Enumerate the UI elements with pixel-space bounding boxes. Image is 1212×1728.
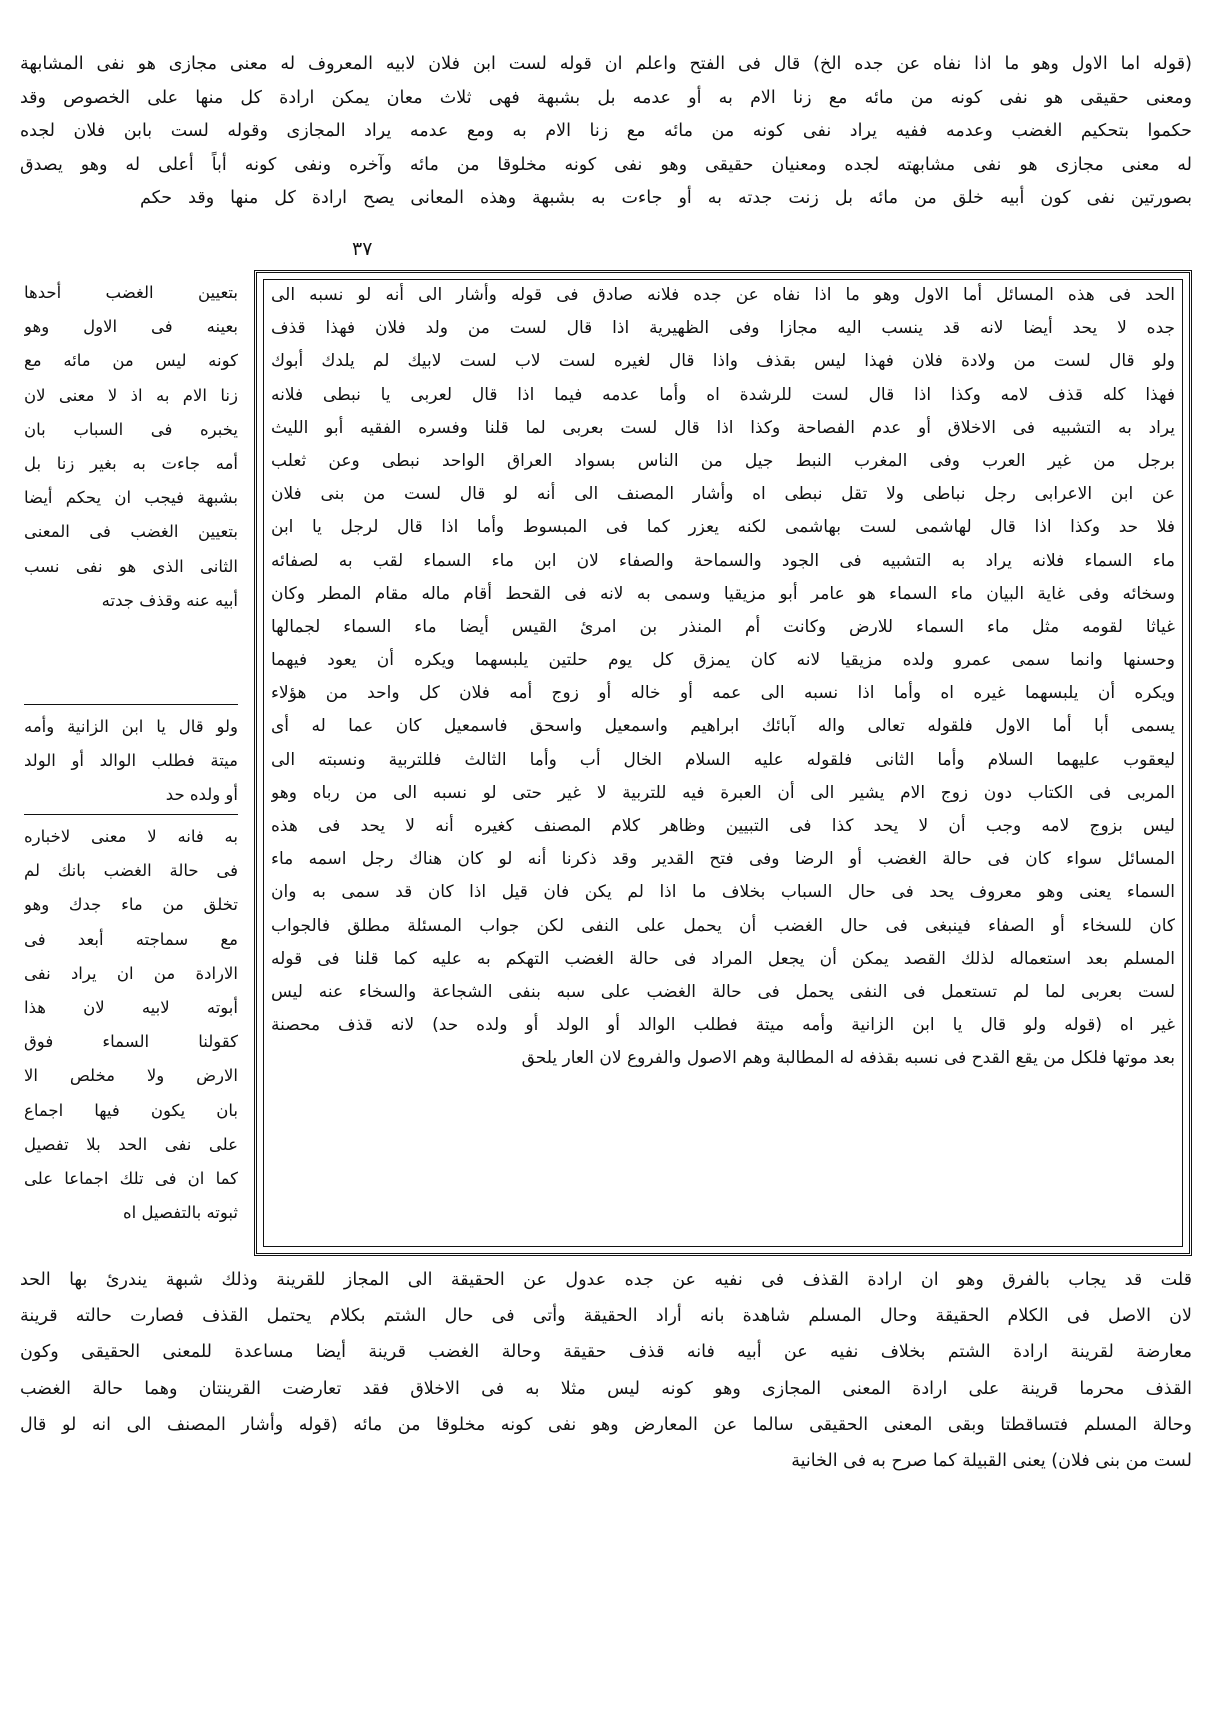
side-line: يخبره فى السباب بان [24, 419, 238, 439]
side-line: مع سماجته أبعد فى [24, 929, 238, 949]
commentary-line: (قوله اما الاول وهو ما اذا نفاه عن جده الخ) قال فى الفتح واعلم ان قوله لست ابن فلان لابيه المعروف له معنى مجازى هو نفى المشابهة [20, 54, 1192, 74]
side-line: كقولنا السماء فوق [24, 1032, 238, 1052]
main-text-line: وسخائه وفى غاية البيان ماء السماء هو عامر أبو مزيقيا وسمى به لانه فى القحط أقام ماله مقام المطر وكان [271, 583, 1175, 604]
side-line: الثانى الذى هو نفى نسب [24, 556, 238, 576]
side-line: الارادة من ان يراد نفى [24, 963, 238, 983]
top-marginal-commentary [20, 48, 1192, 216]
bottom-marginal-commentary [20, 1262, 1192, 1479]
main-text-line: بعد موتها فلكل من يقع القدح فى نسبه بقذفه له المطالبة وهم الاصول والفروع لان العار يلحق [521, 1048, 1175, 1069]
commentary-line: القذف محرما قرينة على ارادة المعنى المجازى وهو كونه ليس مثلا به فى الاخلاق فقد تعارضت القرينتان وهما حالة الغضب [20, 1378, 1192, 1399]
main-text-block [271, 279, 1175, 1076]
commentary-line: له معنى مجازى هو نفى مشابهته لجده ومعنيان حقيقى وهو نفى كونه مخلوقا من مائه وآخره ونفى كونه أباً أعلى له وهو يصدق [20, 154, 1192, 175]
main-text-line: السماء يعنى وهو معروف يحد فى حال السباب بخلاف ما اذا لم يكن فان قيل اذا كان قد سمى به وان [271, 882, 1175, 903]
side-matn-excerpt [24, 710, 238, 813]
side-line: أو ولده حد [165, 785, 238, 805]
side-line: كما ان فى تلك اجماعا على [24, 1168, 238, 1188]
side-line: أمه جاءت به بغير زنا بل [24, 453, 238, 473]
side-divider [24, 814, 238, 815]
main-text-line: ليعقوب عليهما السلام وأما الثانى فلقوله عليه السلام الخال أب وأما الثالث فللتربية ونسبته الى [271, 749, 1175, 770]
main-text-line: يسمى أبا أما الاول فلقوله تعالى واله آبائك ابراهيم واسمعيل واسحق فاسمعيل كان عما له أى [271, 716, 1175, 737]
commentary-line: حكموا بتحكيم الغضب وعدمه ففيه يراد نفى كونه من مائه مع زنا الام به ومع عدمه يراد المجازى وقوله لست بابن فلان لجده [20, 121, 1192, 141]
main-text-line: المسائل سواء كان فى حالة الغضب أو الرضا وفى فتح القدير وقد ذكرنا أنه لو كان هناك رجل اسمه ماء [271, 849, 1175, 870]
commentary-line: لست من بنى فلان) يعنى القبيلة كما صرح به فى الخانية [791, 1450, 1192, 1471]
commentary-line: قلت قد يجاب بالفرق وهو ان ارادة القذف فى نفيه عن جده عدول عن الحقيقة الى المجاز للقرينة وذلك شبهة يندرئ بها الحد [20, 1270, 1192, 1290]
side-line: بشبهة فيجب ان يحكم أيضا [24, 488, 238, 508]
side-divider [24, 704, 238, 705]
commentary-line: معارضة لقرينة ارادة الشتم بخلاف نفيه عن أبيه فانه قذف حقيقة وحالة الغضب قرينة أيضا مساعدة للمعنى الحقيقى وكون [20, 1342, 1192, 1363]
main-text-line: فهذا كله قذف لامه وكذا اذا قال لست للرشدة اه وأما عدمه فيما اذا قال لعربى يا نبطى فلانه [271, 384, 1175, 405]
main-text-line: ويكره أن يلبسهما غيره اه وأما اذا نسبه الى عمه أو خاله أو زوج أمه فلان كل واحد من هؤلاء [271, 683, 1175, 704]
commentary-line: وحالة المسلم فتساقطتا وبقى المعنى الحقيقى سالما عن المعارض وهو نفى كونه مخلوقا من مائه (قوله وأشار المصنف الى انه لو قال [20, 1414, 1192, 1435]
commentary-line: ومعنى حقيقى هو نفى كونه من مائه مع زنا الام به أو عدمه بل بشبهة فهى ثلاث معان يمكن ارادة كل منها على الخصوص وقد [20, 87, 1192, 108]
main-text-line: كان للسخاء أو الصفاء فينبغى فى حال الغضب أن يحمل على النفى لكن جواب المسئلة مطلق فالجواب [271, 915, 1175, 936]
side-commentary-upper [24, 276, 238, 618]
main-text-line: ليس بزوج لامه وجب أن لا يحد كذا فى التبيين وظاهر كلام المصنف كغيره أنه لا يحد فى هذه [271, 816, 1175, 836]
main-text-line: عن ابن الاعرابى رجل نباطى ولا تقل نبطى اه وأشار المصنف الى أنه لو قال لست من بنى فلان [271, 484, 1175, 505]
main-text-line: جده لا يحد أيضا لانه قد ينسب اليه مجازا وفى الظهيرية اذا قال لست من ولد فلان فهذا قذف [271, 318, 1175, 339]
main-text-line: فلا حد وكذا اذا قال لهاشمى لست بهاشمى لكنه يعزر كما فى المبسوط وأما اذا قال لرجل يا ابن [271, 517, 1175, 538]
side-line: زنا الام به اذ لا معنى لان [24, 385, 238, 405]
main-text-line: يراد به التشبيه فى الاخلاق أو عدم الفصاحة وكذا اذا قال لست بعربى لما قلنا وفسره الفقيه أبو الليث [271, 417, 1175, 438]
commentary-line: بصورتين نفى كون أبيه خلق من مائه بل زنت جدته به أو جاءت به بشبهة وهذه المعانى يصح ارادة كل منها وقد حكم [140, 188, 1192, 208]
side-line: ولو قال يا ابن الزانية وأمه [24, 717, 238, 736]
main-text-line: لست بعربى لما لم تستعمل فى النفى يحمل فى حالة الغضب على سبه بنفى الشجاعة والسخاء عنه ليس [271, 981, 1175, 1002]
commentary-line: لان الاصل فى الكلام الحقيقة وحال المسلم شاهدة بانه أراد الحقيقة وأتى فى حال الشتم بكلام يحتمل القذف فصارت حالته قرينة [20, 1306, 1192, 1327]
side-commentary-lower [24, 820, 238, 1230]
main-text-line: وحسنها وانما سمى عمرو ولده مزيقيا لانه كان يمزق كل يوم حلتين يلبسهما ويكره أن يعود فيهما [271, 650, 1175, 671]
side-line: به فانه لا معنى لاخباره [24, 827, 238, 846]
side-line: ثبوته بالتفصيل اه [122, 1203, 238, 1223]
side-line: الارض ولا مخلص الا [24, 1066, 238, 1086]
main-text-line: المربى فى الكتاب دون زوج الام يشير الى أن العبرة فيه للتربية لا غير حتى لو نسبه الى من رباه وهو [271, 782, 1175, 803]
main-text-frame [254, 270, 1192, 1256]
main-text-line: ماء السماء فلانه يراد به التشبيه فى الجود والسماحة والصفاء لان ابن ماء السماء لقب به لصفائه [271, 550, 1175, 571]
side-line: بتعيين الغضب فى المعنى [24, 522, 238, 542]
side-line: كونه ليس من مائه مع [24, 351, 238, 371]
page-number: ٣٧ [352, 238, 373, 260]
main-text-line: غير اه (قوله ولو قال يا ابن الزانية وأمه ميتة فطلب الوالد أو الولد أو ولده حد) لانه قذف محصنة [271, 1015, 1175, 1036]
side-line: أبيه عنه وقذف جدته [101, 590, 238, 610]
side-line: بعينه فى الاول وهو [24, 317, 238, 337]
side-line: بتعيين الغضب أحدها [24, 283, 238, 302]
main-text-line: ولو قال لست من ولادة فلان فهذا ليس بقذف واذا قال لغيره لست لاب لست لابيك لم يلدك أبوك [271, 351, 1175, 372]
side-line: بان يكون فيها اجماع [24, 1100, 238, 1120]
side-line: على نفى الحد بلا تفصيل [24, 1134, 238, 1154]
side-line: ميتة فطلب الوالد أو الولد [24, 751, 238, 771]
side-line: تخلق من ماء جدك وهو [24, 895, 238, 915]
side-line: أبوته لابيه لان هذا [24, 997, 238, 1017]
main-text-line: المسلم بعد استعماله لذلك القصد يمكن أن يجعل المراد فى حالة الغضب التهكم به عليه كما قلنا فى قوله [271, 948, 1175, 969]
side-line: فى حالة الغضب بانك لم [24, 861, 238, 881]
main-text-line: برجل من غير العرب وفى المغرب النبط جيل من الناس بسواد العراق الواحد نبطى وعن ثعلب [271, 450, 1175, 471]
main-text-line: غياثا لقومه مثل ماء السماء للارض وكانت أم المنذر بن امرئ القيس أيضا ماء السماء لجمالها [271, 616, 1175, 637]
main-text-line: الحد فى هذه المسائل أما الاول وهو ما اذا نفاه عن جده فلانه صادق فى قوله وأشار الى أنه لو نسبه الى [271, 285, 1175, 305]
